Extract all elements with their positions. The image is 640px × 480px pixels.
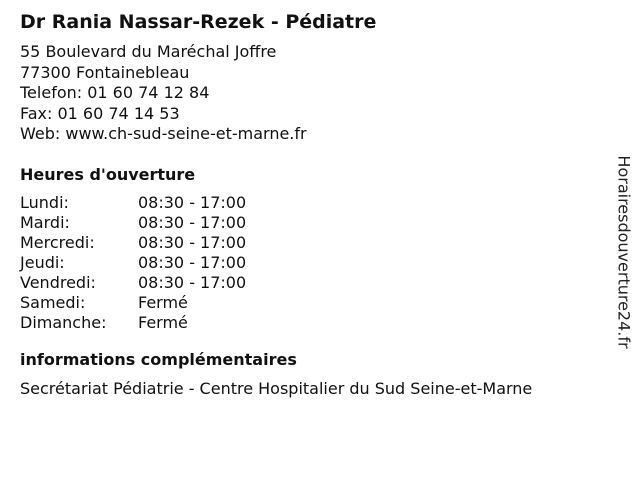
time-saturday: Fermé [138,292,188,312]
doctor-card [20,10,600,399]
day-sunday: Dimanche: [20,312,107,332]
website-link[interactable]: Web: www.ch-sud-seine-et-marne.fr [20,124,307,143]
fax-number: Fax: 01 60 74 14 53 [20,103,180,123]
opening-hours-list [20,193,600,333]
hours-row-wednesday [20,233,600,253]
time-wednesday: 08:30 - 17:00 [138,232,247,252]
time-monday: 08:30 - 17:00 [138,192,247,212]
hours-row-monday [20,193,600,213]
hours-row-saturday [20,293,600,313]
time-friday: 08:30 - 17:00 [138,272,247,292]
vertical-site-brand: Horairesdouverture24.fr [614,155,634,349]
day-tuesday: Mardi: [20,212,70,232]
hours-row-sunday [20,313,600,333]
day-friday: Vendredi: [20,272,96,292]
street-address: 55 Boulevard du Maréchal Joffre [20,42,277,61]
additional-info-text: Secrétariat Pédiatrie - Centre Hospitalier du Sud Seine-et-Marne [20,378,533,398]
hours-row-friday [20,273,600,293]
day-thursday: Jeudi: [20,252,65,272]
doctor-name: Dr Rania Nassar-Rezek - Pédiatre [20,11,377,33]
time-sunday: Fermé [138,312,188,332]
additional-info-title: informations complémentaires [20,349,297,369]
day-monday: Lundi: [20,192,69,212]
time-tuesday: 08:30 - 17:00 [138,212,247,232]
contact-block [20,42,600,145]
time-thursday: 08:30 - 17:00 [138,252,247,272]
hours-row-tuesday [20,213,600,233]
hours-row-thursday [20,253,600,273]
city-address: 77300 Fontainebleau [20,62,190,82]
phone-number[interactable]: Telefon: 01 60 74 12 84 [20,83,210,102]
day-saturday: Samedi: [20,292,86,312]
opening-hours-title: Heures d'ouverture [20,164,196,184]
day-wednesday: Mercredi: [20,232,95,252]
